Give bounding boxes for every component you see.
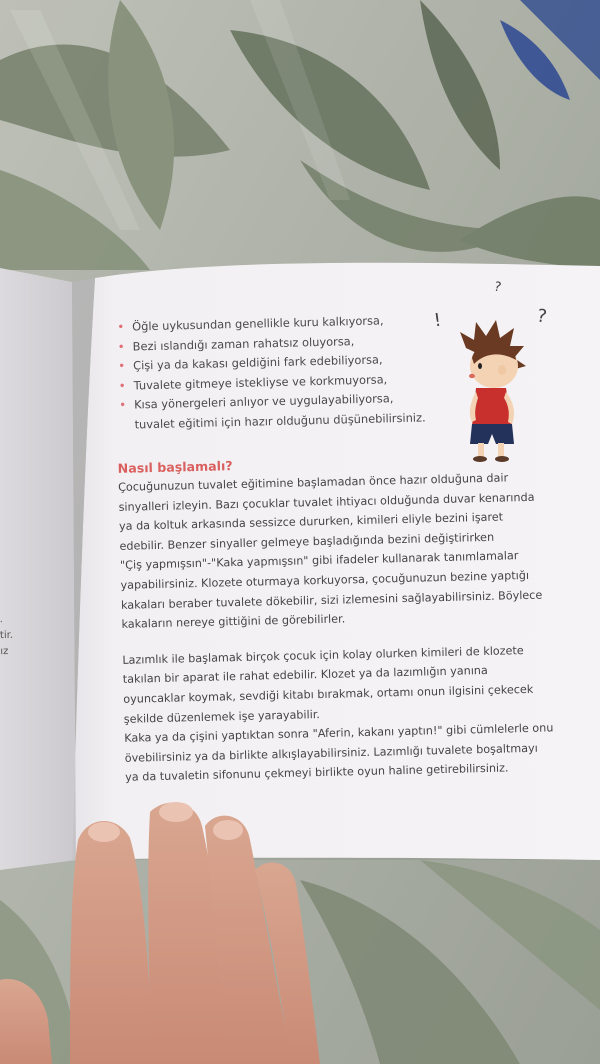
left-page xyxy=(0,268,76,870)
text-line: edebilir. Benzer sinyaller gelmeye başladığında bezini değiştirirken xyxy=(119,530,495,553)
readiness-bullet-list xyxy=(112,307,544,415)
exclamation-mark: ! xyxy=(432,309,443,332)
text-line: sinyalleri izleyin. Bazı çocuklar tuvalet ihtiyacı olduğunda duvar kenarında xyxy=(118,490,535,514)
text-line: övebilirsiniz ya da birlikte alkışlayabilirsiniz. Lazımlığı tuvalete boşaltmayı xyxy=(124,741,538,765)
question-mark-large: ? xyxy=(535,305,549,328)
text-fragment: tir. xyxy=(0,629,14,642)
text-line: ya da koltuk arkasında sessizce dururken, kimileri eliyle bezini işaret xyxy=(118,510,504,534)
text-line: yapabilirsiniz. Klozete oturmaya korkuyorsa, çocuğunuzun bezine yaptığı xyxy=(120,568,530,592)
list-item: • Çişi ya da kakası geldiğini fark edebiliyorsa, xyxy=(133,346,543,376)
text-fragment: ız xyxy=(0,645,9,658)
list-item: • Öğle uykusundan genellikle kuru kalkıyorsa, xyxy=(132,307,542,337)
text-line: oyuncaklar koymak, sevdiği kitabı bırakmak, ortamı onun ilgisini çekecek xyxy=(123,682,534,706)
text-line: kakaları beraber tuvalete dökebilir, sizi izlemesini sağlayabilirsiniz. Böylece xyxy=(120,588,543,612)
text-line: Çocuğunuzun tuvalet eğitimine başlamadan önce hazır olduğuna dair xyxy=(117,471,509,494)
text-line: takılan bir aparat ile rahat edebilir. Klozet ya da lazımlığın yanına xyxy=(122,664,488,687)
right-page-text xyxy=(112,307,553,787)
leaf-pattern-top xyxy=(0,0,600,270)
text-line: Lazımlık ile başlamak birçok çocuk için kolay olurken kimileri de klozete xyxy=(122,643,524,667)
paragraph-two xyxy=(122,640,575,788)
list-item: • Tuvalete gitmeye istekliyse ve korkmuyorsa, xyxy=(133,366,543,396)
text-line: Kaka ya da çişini yaptıktan sonra "Aferin, kakanı yaptın!" gibi cümlelerle onu xyxy=(124,721,554,745)
list-item: • Kısa yönergeleri anlıyor ve uygulayabiliyorsa, xyxy=(134,385,544,415)
text-fragment: . xyxy=(0,614,3,626)
text-line: ya da tuvaletin sifonunu çekmeyi birlikte oyun haline getirebilirsiniz. xyxy=(125,761,509,785)
text-line: şekilde düzenlemek işe yarayabilir. xyxy=(123,707,321,726)
list-item: • Bezi ıslandığı zaman rahatsız oluyorsa, xyxy=(132,327,542,357)
text-line: kakaların nereye gittiğini de görebilirler. xyxy=(121,612,346,632)
left-page-fragments xyxy=(0,612,14,660)
paragraph-one xyxy=(118,467,572,635)
text-line: "Çiş yapmışsın"-"Kaka yapmışsın" gibi ifadeler kullanarak tanımlamalar xyxy=(119,549,519,573)
section-heading: Nasıl başlamalı? xyxy=(117,458,233,476)
bullet-conclusion: tuvalet eğitimi için hazır olduğunu düşünebilirsiniz. xyxy=(134,409,426,431)
question-mark-small: ? xyxy=(492,279,503,296)
